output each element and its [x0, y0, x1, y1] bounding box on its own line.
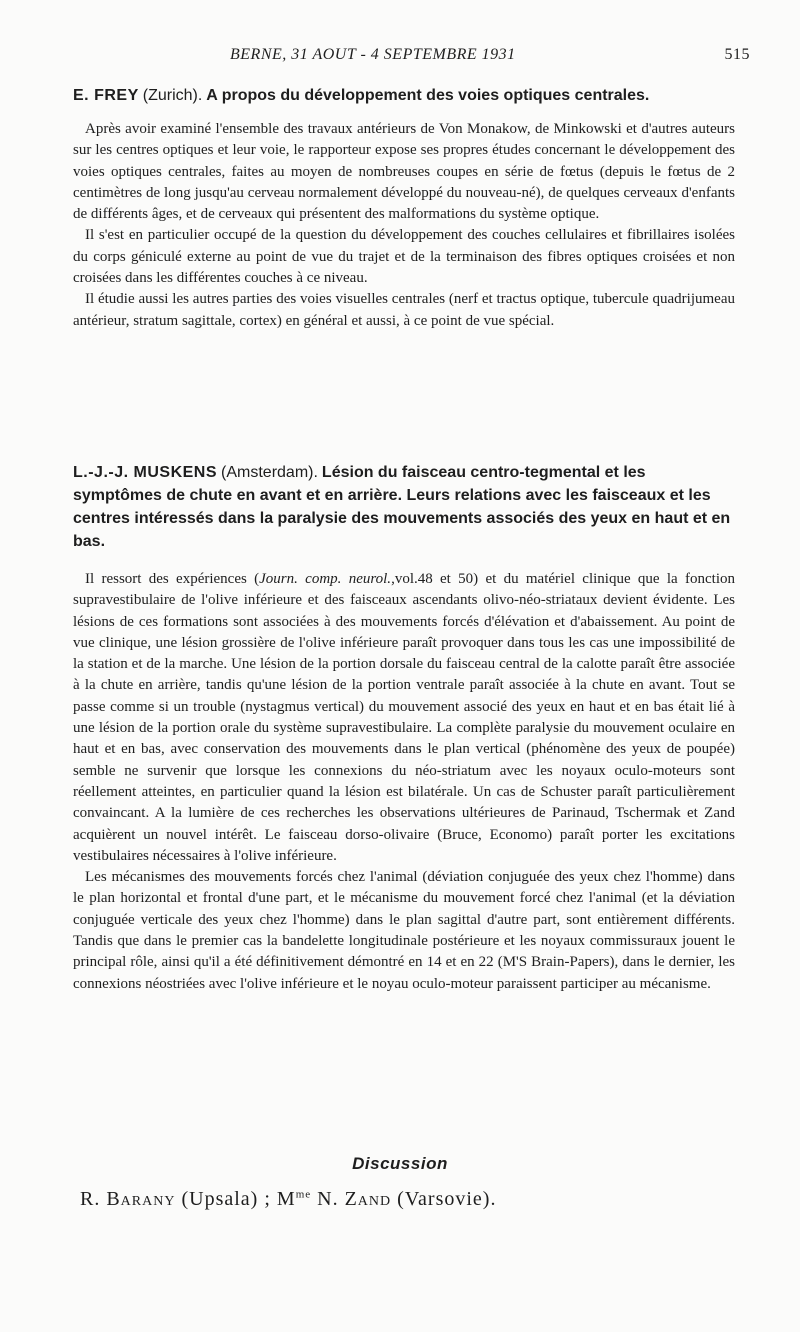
page-number: 515 — [724, 46, 750, 63]
abstract-heading — [73, 461, 735, 553]
abstract-title: A propos du développement des voies optiques centrales. — [206, 87, 650, 104]
title-base: M — [276, 1188, 296, 1210]
author-city: (Amsterdam). — [221, 464, 318, 481]
text-run: Il ressort des expériences ( — [85, 571, 260, 587]
paragraph: Après avoir examiné l'ensemble des travaux antérieurs de Von Monakow, de Minkowski et d'autres auteurs sur les centres optiques et leur voie, le rapporteur expose ses propres études concernant le développement des voies optiques centrales, faites au moyen de nombreuses coupes en série de fœtus (depuis le fœtus de 2 centimètres de long jusqu'au cerveau normalement développé du nouveau-né), de quelques cerveaux d'enfants de différents âges, et de cerveaux qui présentent des malformations du système optique. — [73, 121, 735, 223]
paragraph — [73, 569, 735, 867]
abstract-body — [73, 569, 735, 995]
participant-city: (Varsovie). — [397, 1188, 497, 1210]
discussion-participants — [80, 1188, 496, 1211]
participant-initial: R. — [80, 1188, 101, 1210]
paragraph: Les mécanismes des mouvements forcés chez l'animal (déviation conjuguée des yeux chez l'homme) dans le plan horizontal et frontal d'une part, et le mécanisme du mouvement forcé chez l'animal (et la déviation conjuguée verticale des yeux chez l'homme) dans le plan sagittal d'autre part, sont entièrement différents. Tandis que dans le premier cas la bandelette longitudinale postérieure et les noyaux commissuraux jouent le principal rôle, ainsi qu'il a été définitivement démontré en 14 et en 22 (M'S Brain-Papers), dans le dernier, les connexions néostriées avec l'olive inférieure et le noyau oculo-moteur paraissent participer au mécanisme. — [73, 869, 735, 992]
text-run: ,vol.48 et 50) et du matériel clinique que la fonction supravestibulaire de l'olive inférieure et des faisceaux ascendants olivo-néo-striataux devient évidente. Les lésions de ces formations sont associées à des mouvements forcés d'élévation et d'abaissement. Au point de vue clinique, une lésion grossière de l'olive inférieure paraît provoquer dans tous les cas une impossibilité de la station et de la marche. Une lésion de la portion dorsale du faisceau central de la calotte paraît être associée à la chute en arrière, tandis qu'une lésion de la portion ventrale paraît associée à la chute en avant. Tout se passe comme si un trouble (nystagmus vertical) du mouvement associé des yeux en haut et en bas était lié à une lésion de la portion orale du système supravestibulaire. La complète paralysie du mouvement oculaire en haut et en bas, avec conservation des mouvements dans le plan vertical (phénomène des yeux de poupée) semble ne survenir que lorsque les connexions du néo-striatum avec les noyaux oculo-moteurs sont réellement atteintes, en particulier quand la lésion est bilatérale. Un cas de Schuster paraît particulièrement convaincant. A la lumière de ces recherches les observations ultérieures de Parinaud, Tschermak et Zand acquièrent un nouvel intérêt. Le faisceau dorso-olivaire (Bruce, Economo) paraît porter les excitations vestibulaires nécessaires à l'olive inférieure. — [73, 571, 735, 864]
participant-name: Barany — [106, 1188, 176, 1210]
author-city: (Zurich). — [142, 87, 203, 104]
separator: ; — [264, 1188, 271, 1210]
abstract-title: Lésion du faisceau centro-tegmental et les symptômes de chute en avant et en arrière. Leurs relations avec les faisceaux et les centres intéressés dans la paralysie des mouvements associés des yeux en haut et en bas. — [73, 464, 731, 550]
paragraph: Il étudie aussi les autres parties des voies visuelles centrales (nerf et tractus optique, tubercule quadrijumeau antérieur, stratum sagittale, cortex) en général et aussi, à ce point de vue spécial. — [73, 291, 735, 329]
abstract-heading — [73, 84, 735, 107]
participant-city: (Upsala) — [181, 1188, 259, 1210]
author-name: L.-J.-J. MUSKENS — [73, 464, 218, 481]
running-head-title: BERNE, 31 AOUT - 4 SEPTEMBRE 1931 — [230, 46, 516, 63]
abstract-body — [73, 119, 735, 332]
title-superscript: me — [295, 1188, 312, 1201]
author-name: E. FREY — [73, 87, 139, 104]
journal-citation: Journ. comp. neurol. — [259, 571, 392, 587]
participant-initial: N. — [317, 1188, 339, 1210]
discussion-heading: Discussion — [352, 1154, 448, 1173]
participant-name: Zand — [344, 1188, 392, 1210]
abstract-muskens — [73, 461, 735, 995]
paragraph: Il s'est en particulier occupé de la question du développement des couches cellulaires et fibrillaires isolées du corps géniculé externe au point de vue du trajet et de la terminaison des fibres optiques croisées et non croisées dans les différentes couches à ce niveau. — [73, 227, 735, 287]
participant-title — [277, 1188, 311, 1210]
abstract-frey — [73, 84, 735, 332]
